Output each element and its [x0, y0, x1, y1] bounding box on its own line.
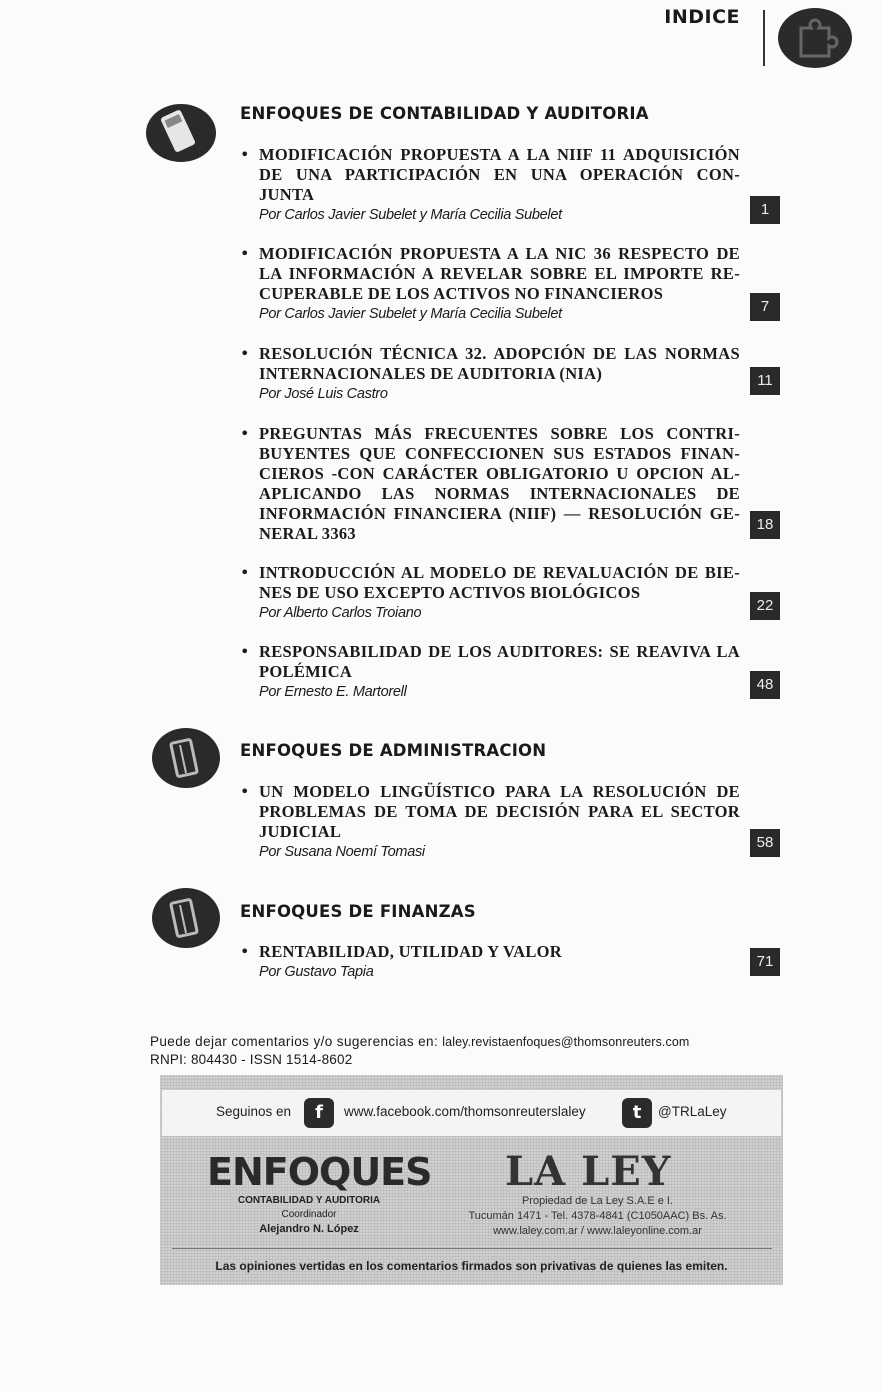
section-title-administracion: ENFOQUES DE ADMINISTRACION: [240, 741, 547, 760]
page-number: 48: [750, 671, 780, 699]
entry-author: Por Carlos Javier Subelet y María Cecilia Subelet: [259, 306, 562, 322]
folder-icon: [150, 887, 222, 949]
list-item[interactable]: • RESOLUCIÓN TÉCNICA 32. ADOPCIÓN DE LAS NORMAS INTERNACIONALES DE AUDITORIA (NIA) Por José Luis Castro: [240, 344, 740, 402]
header-divider: [763, 10, 765, 66]
list-item[interactable]: • RESPONSABILIDAD DE LOS AUDITORES: SE REAVIVA LA POLÉMICA Por Ernesto E. Martorell: [240, 642, 740, 700]
page-number: 1: [750, 196, 780, 224]
section-title-contabilidad: ENFOQUES DE CONTABILIDAD Y AUDITORIA: [240, 104, 649, 123]
banner-divider: [172, 1248, 772, 1249]
list-item[interactable]: • INTRODUCCIÓN AL MODELO DE REVALUACIÓN DE BIE-NES DE USO EXCEPTO ACTIVOS BIOLÓGICOS Por Alberto Carlos Troiano: [240, 563, 740, 621]
entry-author: Por Ernesto E. Martorell: [259, 684, 407, 700]
publisher-owner: Propiedad de La Ley S.A.E e I.: [521, 1195, 674, 1207]
email-link[interactable]: laley.revistaenfoques@thomsonreuters.com: [442, 1035, 690, 1049]
list-item[interactable]: • MODIFICACIÓN PROPUESTA A LA NIIF 11 ADQUISICIÓN DE UNA PARTICIPACIÓN EN UNA OPERACIÓN CON-JUNTA Por Carlos Javier Subelet y María Cecilia Subelet: [240, 145, 740, 223]
brand-name: ENFOQUES: [207, 1150, 432, 1194]
page-number: 7: [750, 293, 780, 321]
entry-title: MODIFICACIÓN PROPUESTA A LA NIIF 11 ADQUISICIÓN DE UNA PARTICIPACIÓN EN UNA OPERACIÓN CON-JUNTA: [259, 145, 740, 204]
entry-title: PREGUNTAS MÁS FRECUENTES SOBRE LOS CONTRI-BUYENTES QUE CONFECCIONEN SUS ESTADOS FINAN-CIEROS -CON CARÁCTER OBLIGATORIO U OPCION AL- APLICANDO LAS NORMAS INTERNACIONALES DE INFORMACIÓN FINANCIERA (NIIF) — RESOLUCIÓN GE-NERAL 3363: [259, 424, 740, 543]
publisher-address: Tucumán 1471 - Tel. 4378-4841 (C1050AAC) Bs. As.: [468, 1210, 727, 1222]
entry-author: Por José Luis Castro: [259, 386, 388, 402]
brand-subtitle: CONTABILIDAD Y AUDITORIA: [237, 1195, 381, 1206]
entry-title: UN MODELO LINGÜÍSTICO PARA LA RESOLUCIÓN DE PROBLEMAS DE TOMA DE DECISIÓN PARA EL SECTOR JUDICIAL: [259, 782, 740, 841]
coordinator-label: Coordinador: [281, 1209, 337, 1220]
entry-title: MODIFICACIÓN PROPUESTA A LA NIC 36 RESPECTO DE LA INFORMACIÓN A REVELAR SOBRE EL IMPORTE RE-CUPERABLE DE LOS ACTIVOS NO FINANCIEROS: [259, 244, 740, 303]
page-number: 22: [750, 592, 780, 620]
social-bar: [162, 1090, 781, 1136]
page-number: 71: [750, 948, 780, 976]
entry-title: RESOLUCIÓN TÉCNICA 32. ADOPCIÓN DE LAS NORMAS INTERNACIONALES DE AUDITORIA (NIA): [259, 344, 740, 383]
publisher-logo: LA LEY: [505, 1148, 672, 1195]
facebook-link[interactable]: www.facebook.com/thomsonreuterslaley: [344, 1104, 586, 1119]
page-title: INDICE: [664, 6, 740, 28]
follow-label: Seguinos en: [216, 1104, 292, 1119]
page-number: 18: [750, 511, 780, 539]
comments-text: Puede dejar comentarios y/o sugerencias en:: [150, 1034, 439, 1049]
section-title-finanzas: ENFOQUES DE FINANZAS: [240, 902, 476, 921]
page-number: 11: [750, 367, 780, 395]
entry-title: INTRODUCCIÓN AL MODELO DE REVALUACIÓN DE BIE-NES DE USO EXCEPTO ACTIVOS BIOLÓGICOS: [259, 563, 740, 602]
rnpi-issn: RNPI: 804430 - ISSN 1514-8602: [150, 1052, 353, 1067]
twitter-link[interactable]: @TRLaLey: [658, 1104, 727, 1119]
entry-author: Por Carlos Javier Subelet y María Cecilia Subelet: [259, 207, 562, 223]
list-item[interactable]: • UN MODELO LINGÜÍSTICO PARA LA RESOLUCIÓN DE PROBLEMAS DE TOMA DE DECISIÓN PARA EL SECTOR JUDICIAL Por Susana Noemí Tomasi: [240, 782, 740, 860]
disclaimer: Las opiniones vertidas en los comentarios firmados son privativas de quienes las emiten.: [215, 1259, 728, 1273]
entry-title: RESPONSABILIDAD DE LOS AUDITORES: SE REAVIVA LA POLÉMICA: [259, 642, 740, 681]
facebook-icon[interactable]: f: [304, 1098, 334, 1128]
puzzle-icon: [775, 6, 853, 70]
entry-author: Por Susana Noemí Tomasi: [259, 844, 425, 860]
list-item[interactable]: • PREGUNTAS MÁS FRECUENTES SOBRE LOS CONTRI-BUYENTES QUE CONFECCIONEN SUS ESTADOS FINAN-CIEROS -CON CARÁCTER OBLIGATORIO U OPCION AL- APLICANDO LAS NORMAS INTERNACIONALES DE INFORMACIÓN FINANCIERA (NIIF) — RESOLUCIÓN GE-NERAL 3363: [240, 424, 740, 543]
comments-note: [150, 1033, 689, 1051]
publisher-web[interactable]: www.laley.com.ar / www.laleyonline.com.ar: [493, 1225, 702, 1237]
entry-title: RENTABILIDAD, UTILIDAD Y VALOR: [259, 942, 563, 961]
brand-credits: [226, 1194, 392, 1236]
coordinator-name: Alejandro N. López: [259, 1223, 359, 1235]
folder-icon: [150, 727, 222, 789]
publisher-info: [440, 1194, 755, 1239]
list-item[interactable]: • MODIFICACIÓN PROPUESTA A LA NIC 36 RESPECTO DE LA INFORMACIÓN A REVELAR SOBRE EL IMPORTE RE-CUPERABLE DE LOS ACTIVOS NO FINANCIEROS Por Carlos Javier Subelet y María Cecilia Subelet: [240, 244, 740, 322]
calculator-icon: [145, 102, 217, 164]
twitter-icon[interactable]: t: [622, 1098, 652, 1128]
entry-author: Por Gustavo Tapia: [259, 964, 374, 980]
entry-author: Por Alberto Carlos Troiano: [259, 605, 422, 621]
list-item[interactable]: • RENTABILIDAD, UTILIDAD Y VALOR Por Gustavo Tapia: [240, 942, 740, 982]
page-number: 58: [750, 829, 780, 857]
